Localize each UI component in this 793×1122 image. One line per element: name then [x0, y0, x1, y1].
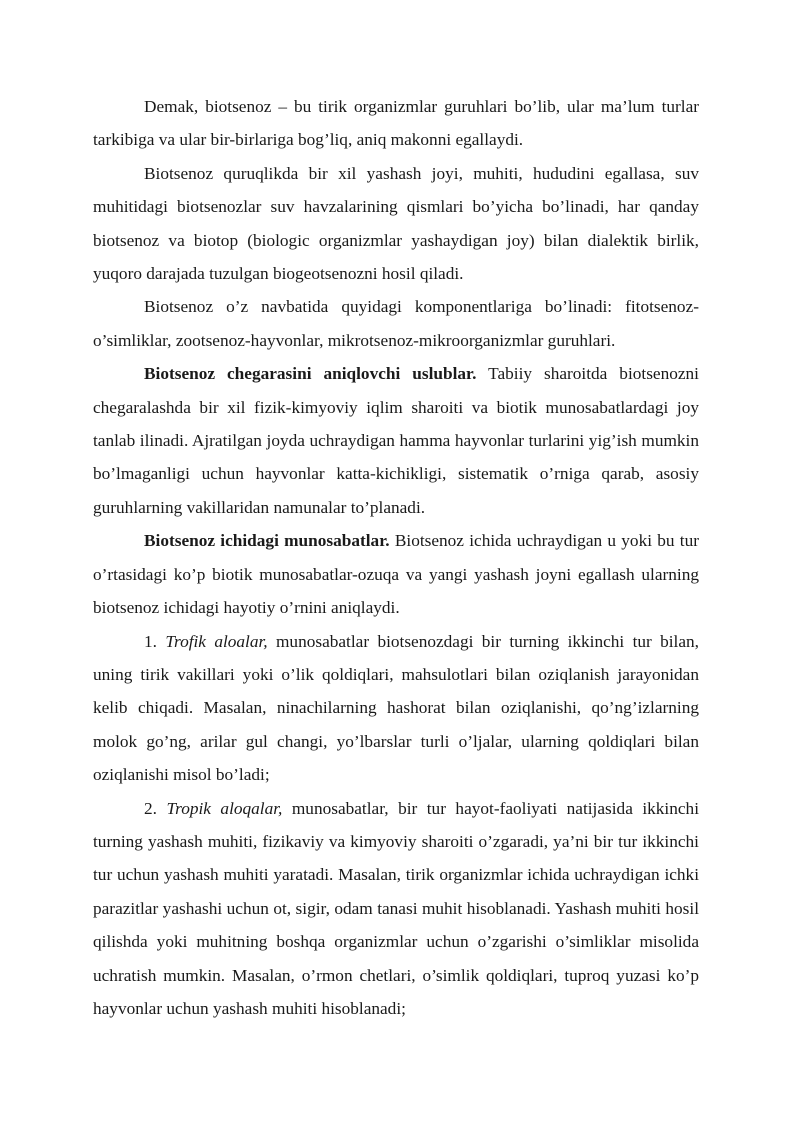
list-item-trophic: [93, 625, 699, 792]
paragraph-text: Biotsenoz o’z navbatida quyidagi komponentlariga bo’linadi: fitotsenoz-o’simliklar, zootsenoz-hayvonlar, mikrotsenoz-mikroorganizmlar guruhlari.: [93, 297, 699, 350]
paragraph-text: Biotsenoz quruqlikda bir xil yashash joyi, muhiti, hududini egallasa, suv muhitidagi biotsenozlar suv havzalarining qismlari bo’yicha bo’linadi, har qanday biotsenoz va biotop (biologic organizmlar yashaydigan joy) bilan dialektik birlik, yuqoro darajada tuzulgan biogeotsenozni hosil qiladi.: [93, 163, 699, 284]
list-item-tropic: [93, 792, 699, 1026]
paragraph-text: Tabiiy sharoitda biotsenozni chegaralashda bir xil fizik-kimyoviy iqlim sharoiti va biotik munosabatlardagi joy tanlab ilinadi. Ajratilgan joyda uchraydigan hamma hayvonlar turlarini yig’ish mumkin bo’lmaganligi uchun hayvonlar katta-kichikligi, sistematik o’rniga qarab, asosiy guruhlarning vakillaridan namunalar to’planadi.: [93, 364, 699, 517]
paragraph-text: munosabatlar, bir tur hayot-faoliyati natijasida ikkinchi turning yashash muhiti, fizikaviy va kimyoviy sharoiti o’zgaradi, ya’ni bir tur ikkinchi tur uchun yashash muhiti yaratadi. Masalan, tirik organizmlar ichida uchraydigan ichki parazitlar yashashi uchun ot, sigir, odam tanasi muhit hisoblanadi. Yashash muhiti hosil qilishda yoki muhitning boshqa organizmlar uchun o’zgarishi o’simliklar misolida uchratish mumkin. Masalan, o’rmon chetlari, o’simlik qoldiqlari, tuproq yuzasi ko’p hayvonlar uchun yashash muhiti hisoblanadi;: [93, 798, 699, 1018]
section-heading-internal-relations: Biotsenoz ichidagi munosabatlar.: [144, 531, 390, 551]
list-item-number: 2.: [144, 798, 157, 818]
document-body: [93, 90, 699, 1025]
paragraph-internal-relations: [93, 524, 699, 624]
list-item-number: 1.: [144, 631, 157, 651]
list-item-term: Trofik aloalar,: [165, 631, 268, 651]
paragraph-text: Demak, biotsenoz – bu tirik organizmlar guruhlari bo’lib, ular ma’lum turlar tarkibiga va ular bir-birlariga bog’liq, aniq makonni egallaydi.: [93, 97, 699, 150]
section-heading-boundary-methods: Biotsenoz chegarasini aniqlovchi uslublar.: [144, 364, 477, 384]
paragraph-text: Biotsenoz ichida uchraydigan u yoki bu tur o’rtasidagi ko’p biotik munosabatlar-ozuqa va yangi yashash joyni egallash ularning biotsenoz ichidagi hayotiy o’rnini aniqlaydi.: [93, 531, 699, 618]
list-item-term: Tropik aloqalar,: [166, 798, 283, 818]
paragraph-biotsenoz-habitat: [93, 157, 699, 291]
paragraph-boundary-methods: [93, 357, 699, 524]
paragraph-intro: [93, 90, 699, 157]
paragraph-text: munosabatlar biotsenozdagi bir turning ikkinchi tur bilan, uning tirik vakillari yoki o’lik qoldiqlari, mahsulotlari bilan oziqlanish jarayonidan kelib chiqadi. Masalan, ninachilarning hashorat bilan oziqlanishi, qo’ng’izlarning molok go’ng, arilar gul changi, yo’lbarslar turli o’ljalar, ularning qoldiqlari bilan oziqlanishi misol bo’ladi;: [93, 631, 699, 785]
paragraph-components: [93, 290, 699, 357]
